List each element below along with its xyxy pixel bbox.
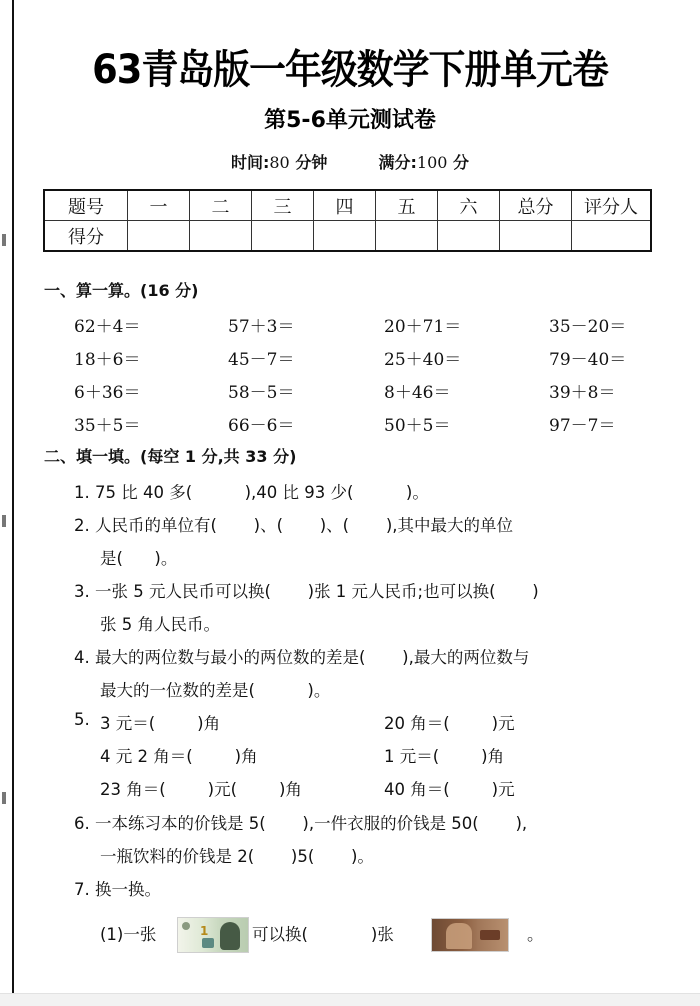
calc-problem: 58－5＝ <box>228 383 295 403</box>
question-7-sub-1-suffix: 。 <box>527 925 544 944</box>
page-bottom-edge <box>0 993 700 1006</box>
margin-mark <box>2 792 6 804</box>
question-2-line-2: 是( )。 <box>100 549 178 568</box>
calc-problem: 45－7＝ <box>228 350 295 370</box>
calc-problem: 66－6＝ <box>228 416 295 436</box>
national-emblem-icon <box>182 922 190 930</box>
score-entry-cell[interactable] <box>128 221 190 252</box>
time-unit: 分钟 <box>295 153 328 172</box>
table-cell: 四 <box>314 190 376 221</box>
question-5-item: 40 角＝( )元 <box>384 780 515 799</box>
score-table-header-row <box>44 190 651 221</box>
table-cell: 题号 <box>44 190 128 221</box>
calc-problem: 35＋5＝ <box>74 416 141 436</box>
portrait-icon <box>220 922 240 950</box>
table-cell: 评分人 <box>572 190 652 221</box>
question-6-line-2: 一瓶饮料的价钱是 2( )5( )。 <box>100 847 374 866</box>
score-table <box>43 189 652 252</box>
section-1-heading: 一、算一算。(16 分) <box>44 281 199 300</box>
table-cell: 总分 <box>500 190 572 221</box>
exam-meta <box>0 150 700 173</box>
page-subtitle: 第5-6单元测试卷 <box>264 108 436 133</box>
calc-problem: 57＋3＝ <box>228 317 295 337</box>
question-2-line-1: 2. 人民币的单位有( )、( )、( ),其中最大的单位 <box>74 516 513 535</box>
portrait-icon <box>446 923 472 949</box>
denomination-mark: 1 <box>200 924 209 938</box>
table-cell: 二 <box>190 190 252 221</box>
question-5-item: 23 角＝( )元( )角 <box>100 780 302 799</box>
calc-problem: 18＋6＝ <box>74 350 141 370</box>
table-cell: 五 <box>376 190 438 221</box>
score-table-score-row <box>44 221 651 252</box>
page-title: 63青岛版一年级数学下册单元卷 <box>92 47 608 93</box>
calc-problem: 79－40＝ <box>549 350 627 370</box>
question-6-line-1: 6. 一本练习本的价钱是 5( ),一件衣服的价钱是 50( ), <box>74 814 528 833</box>
question-5-item: 4 元 2 角＝( )角 <box>100 747 258 766</box>
score-entry-cell[interactable] <box>438 221 500 252</box>
question-7: 7. 换一换。 <box>74 880 161 899</box>
calc-problem: 20＋71＝ <box>384 317 462 337</box>
table-cell: 六 <box>438 190 500 221</box>
question-5-item: 1 元＝( )角 <box>384 747 505 766</box>
question-3-line-1: 3. 一张 5 元人民币可以换( )张 1 元人民币;也可以换( ) <box>74 582 539 601</box>
score-entry-cell[interactable] <box>572 221 652 252</box>
score-entry-cell[interactable] <box>190 221 252 252</box>
question-1: 1. 75 比 40 多( ),40 比 93 少( )。 <box>74 483 429 502</box>
calc-problem: 35－20＝ <box>549 317 627 337</box>
calc-problem: 6＋36＝ <box>74 383 141 403</box>
calc-problem: 50＋5＝ <box>384 416 451 436</box>
calc-problem: 25＋40＝ <box>384 350 462 370</box>
score-entry-cell[interactable] <box>376 221 438 252</box>
score-entry-cell[interactable] <box>500 221 572 252</box>
question-5-item: 20 角＝( )元 <box>384 714 515 733</box>
score-label: 满分: <box>378 153 417 172</box>
question-3-line-2: 张 5 角人民币。 <box>100 615 220 634</box>
section-2-heading: 二、填一填。(每空 1 分,共 33 分) <box>44 447 297 466</box>
one-jiao-banknote-image <box>431 918 509 952</box>
question-7-sub-1-middle: 可以换( )张 <box>252 925 394 944</box>
question-5-item: 3 元＝( )角 <box>100 714 221 733</box>
calc-problem: 39＋8＝ <box>549 383 616 403</box>
time-value: 80 <box>269 153 290 172</box>
score-value: 100 <box>416 153 448 172</box>
calc-problem: 62＋4＝ <box>74 317 141 337</box>
question-4-line-1: 4. 最大的两位数与最小的两位数的差是( ),最大的两位数与 <box>74 648 530 667</box>
question-4-line-2: 最大的一位数的差是( )。 <box>100 681 331 700</box>
margin-mark <box>2 234 6 246</box>
margin-mark <box>2 515 6 527</box>
calc-problem: 8＋46＝ <box>384 383 451 403</box>
question-5-number: 5. <box>74 710 90 729</box>
binding-margin-line <box>12 0 14 993</box>
table-cell: 得分 <box>44 221 128 252</box>
calc-problem: 97－7＝ <box>549 416 616 436</box>
question-7-sub-1-prefix: (1)一张 <box>100 925 157 944</box>
score-entry-cell[interactable] <box>314 221 376 252</box>
table-cell: 一 <box>128 190 190 221</box>
time-label: 时间: <box>230 153 270 172</box>
flower-pattern-icon <box>202 938 214 948</box>
table-cell: 三 <box>252 190 314 221</box>
one-yuan-banknote-image <box>177 917 249 953</box>
score-entry-cell[interactable] <box>252 221 314 252</box>
score-unit: 分 <box>453 153 470 172</box>
denomination-mark <box>480 930 500 940</box>
